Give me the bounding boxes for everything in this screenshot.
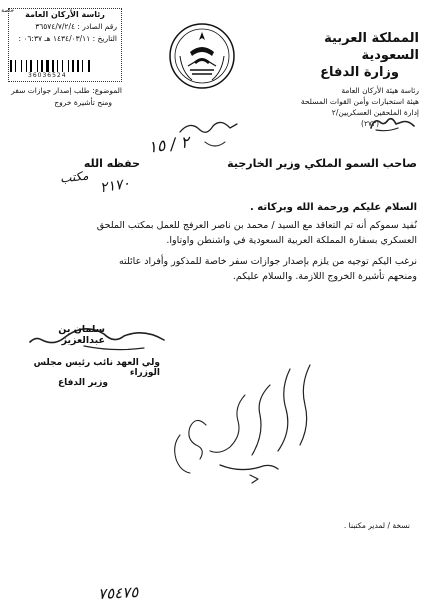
- handwritten-bottom-number: ٧٥٤٧٥: [97, 582, 139, 604]
- subject-line-2: ومنح تأشيرة خروج: [54, 98, 112, 107]
- header-line-5: إدارة الملحقين العسكريين/٢: [331, 108, 419, 117]
- barcode-bar: [72, 60, 74, 72]
- paragraph-2: [28, 254, 417, 284]
- subject-line-1: الموضوع: طلب إصدار جوازات سفر: [11, 86, 122, 95]
- classification-label: خاصة: [1, 8, 14, 14]
- signatory-title-1: ولي العهد نائب رئيس مجلس الوزراء: [33, 358, 160, 378]
- barcode-bar: [46, 60, 49, 72]
- header-line-3: رئاسة هيئة الأركان العامة: [341, 86, 419, 95]
- barcode-bar: [26, 60, 27, 72]
- handwritten-scribble-icon: [175, 112, 245, 157]
- addressee-name: صاحب السمو الملكي وزير الخارجية: [227, 157, 417, 170]
- handwritten-office-note: مكتب: [59, 168, 90, 186]
- barcode-bar: [30, 60, 32, 72]
- paragraph-1-line-2: العسكري بسفارة المملكة العربية السعودية في واشنطن واوتاوا.: [166, 235, 417, 246]
- barcode-bar: [15, 60, 16, 72]
- stamp-date: [9, 33, 121, 45]
- header-ref: (٢٧٣): [361, 119, 379, 128]
- stamp-time: ٠٦:٣٧ :: [18, 34, 43, 43]
- barcode-number: 36036524: [28, 72, 67, 79]
- ministry-emblem-icon: [168, 22, 236, 90]
- barcode-bar: [10, 60, 12, 72]
- barcode-bar: [52, 60, 54, 72]
- barcode-bar: [82, 60, 83, 72]
- paragraph-2-line-2: ومنحهم تأشيرة الخروج اللازمة. والسلام عليكم.: [232, 271, 417, 282]
- greeting: السلام عليكم ورحمة الله وبركاته .: [250, 202, 417, 213]
- handwritten-initials-icon: [368, 112, 418, 134]
- handwritten-date: ٢ / ١٥: [146, 132, 191, 157]
- barcode-bar: [57, 60, 58, 72]
- barcode-bar: [41, 60, 43, 72]
- paragraph-2-line-1: نرغب اليكم توجيه من يلزم بإصدار جوازات سفر خاصة للمذكور وأفراد عائلته: [118, 256, 417, 267]
- barcode-bar: [62, 60, 63, 72]
- barcode-bar: [21, 60, 22, 72]
- barcode: [10, 60, 94, 72]
- handwritten-annotation-icon: [160, 355, 335, 485]
- subject: [4, 85, 122, 109]
- barcode-bar: [77, 60, 79, 72]
- ministry-title: وزارة الدفاع: [320, 65, 399, 80]
- barcode-bar: [68, 60, 69, 72]
- stamp-issue-number: رقم الصادر : ٣٦٥٧٤/٧/٢/٤: [35, 22, 117, 31]
- stamp-title: رئاسة الأركان العامة: [25, 10, 105, 19]
- paragraph-1: [28, 218, 417, 248]
- signatory-name: سلمان بن عبدالعزيز: [58, 324, 105, 346]
- addressee-honorific: حفظه الله: [83, 157, 140, 170]
- barcode-bar: [37, 60, 38, 72]
- paragraph-1-line-1: نُفيد سموكم أنه تم التعاقد مع السيد / محمد بن ناصر العرفج للعمل بمكتب الملحق: [96, 220, 417, 231]
- header-line-4: هيئة استخبارات وأمن القوات المسلحة: [300, 97, 419, 106]
- copy-note: نسخة / لمدير مكتبنا .: [343, 521, 410, 530]
- handwritten-office-number: ٢١٧٠: [98, 175, 132, 197]
- signatory-title-2: وزير الدفاع: [58, 378, 108, 388]
- stamp-date-text: التاريخ : ١٤٣٤/٠٣/١١ هـ: [44, 34, 117, 43]
- kingdom-title: المملكة العربية السعودية: [324, 31, 419, 63]
- barcode-bar: [88, 60, 90, 72]
